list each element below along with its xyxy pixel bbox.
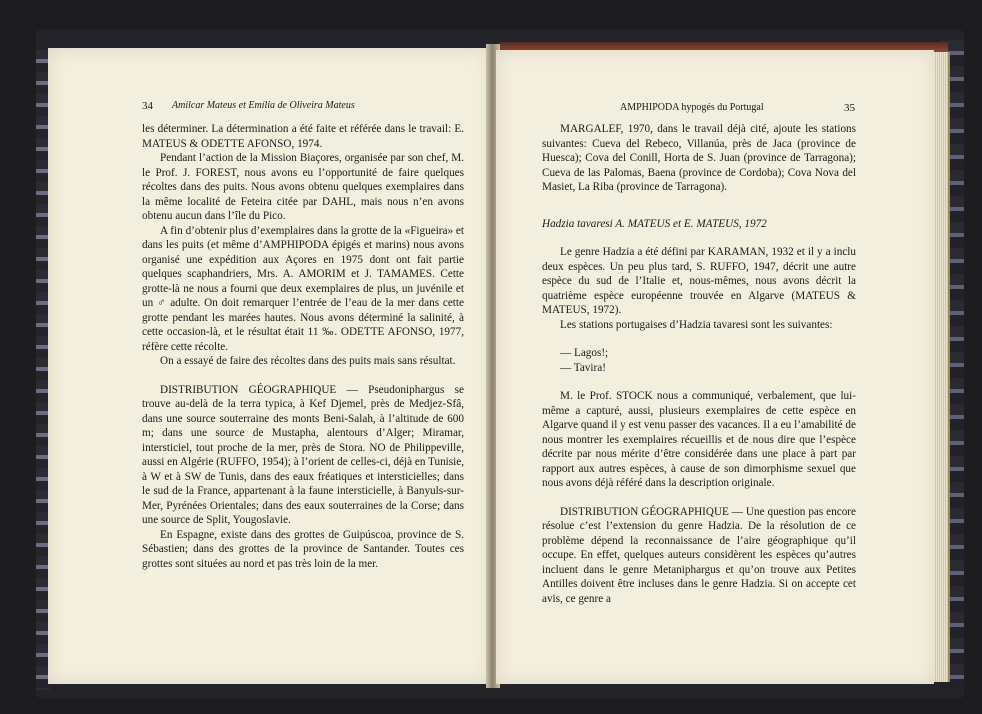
paragraph: A fin d’obtenir plus d’exemplaires dans la grotte de la «Figueira» et dans les puits (et même d’AMPHIPODA épigés et marins) nous avons organisé une expédition aux Açores en 1975 dont ont fait partie quelques scaphandriers, Mrs. A. AMORIM et J. TAMAMES. Cette grotte-là ne nous a fourni que deux exemplaires de plus, un juvénile et un ♂ adulte. On doit remarquer l’entrée de l’eau de la mer dans cette grotte pendant les marées hautes. Nous avons déterminé la salinité, à cette occasion-là, et le résultat était 11 ‰. ODETTE AFONSO, 1977, réfère cette récolte. xyxy=(142,224,464,353)
page-number: 34 xyxy=(142,100,153,112)
right-page xyxy=(496,50,934,684)
running-head: Amilcar Mateus et Emília de Oliveira Mateus xyxy=(172,100,355,111)
paragraph: En Espagne, existe dans des grottes de Guipúscoa, province de S. Sébastien; dans des grottes de la province de Santander. Toutes ces grottes sont situées au nord et pas très loin de la mer. xyxy=(142,528,464,570)
paragraph: M. le Prof. STOCK nous a communiqué, verbalement, que lui-même a capturé, aussi, plusieurs exemplaires de cette espèce en Algarve quand il y est venu passer des vacances. Il a eu l’amabilité de nous montrer les exemplaires récueillis et de nous dire que l’espèce décrite par nous mérite d’être considérée dans une place à part par rapport aux autres espèces, à cause de son dimorphisme sexuel que nous avons déjà référé dans la description originale. xyxy=(542,390,856,489)
list-item: — Lagos!; xyxy=(560,347,609,359)
paragraph: DISTRIBUTION GÉOGRAPHIQUE — Une question pas encore résolue c’est l’extension du genre Hadzia. De la résolution de ce problème dépend la reconnaissance de l’aire géographique qu’il occupe. En effet, quelques auteurs considèrent les espèces qu’autres incluent dans le genre Metaniphargus et qu’on trouve aux Petites Antilles doivent être incluses dans le genre Hadzia. Si on accepte cet avis, ce genre a xyxy=(542,505,856,605)
paragraph: MARGALEF, 1970, dans le travail déjà cité, ajoute les stations suivantes: Cueva del Rebeco, Villanúa, près de Jaca (province de Huesca); Cova del Conill, Horta de S. Juan (province de Tarragona); Cueva de las Palomas, Baena (province de Cordoba); Cova Nova del Masiet, La Riba (province de Tarragona). xyxy=(542,123,856,193)
paragraph: DISTRIBUTION GÉOGRAPHIQUE — Pseudoniphargus se trouve au-delà de la terra typica, à Kef Djemel, près de Medjez-Sfâ, dans une source souterraine des monts Beni-Salah, à l’altitude de 600 m; dans une source de Mustapha, alentours d’Alger; Miramar, intersticiel, tout proche de la mer, près de Stora. NO de Philippeville, aussi en Algérie (RUFFO, 1954); à l’orient de celles-ci, déjà en Tunisie, à W et à SW de Tunis, dans des eaux fréatiques et intersticielles; dans le sud de la France, appartenant à la faune intersticielle, à Banyuls-sur-Mer, Pyrénées Orientales; dans des eaux souterraines de la Corse; dans une source de Split, Yougoslavie. xyxy=(142,383,464,526)
section-heading: Hadzia tavaresi A. MATEUS et E. MATEUS, 1972 xyxy=(542,217,767,230)
paragraph: les déterminer. La détermination a été faite et référée dans le travail: E. MATEUS & ODETTE AFONSO, 1974. xyxy=(142,123,464,150)
right-page-text xyxy=(542,122,856,606)
page-number: 35 xyxy=(844,102,855,114)
list-item: — Tavira! xyxy=(560,361,606,374)
left-page xyxy=(48,48,490,684)
paragraph: Les stations portugaises d’Hadzia tavaresi sont les suivantes: xyxy=(560,318,833,331)
running-head: AMPHIPODA hypogés du Portugal xyxy=(620,102,764,113)
page-edges xyxy=(932,52,950,682)
left-page-text xyxy=(142,122,464,571)
paragraph: Pendant l’action de la Mission Biaçores, organisée par son chef, M. le Prof. J. FOREST, nous avons eu l’opportunité de faire quelques récoltes dans des puits. Nous avons obtenu quelques exemplaires dans la même localité de Feteira citée par DAHL, mais nous n’en avons obtenu aucun dans l’île du Pico. xyxy=(142,152,464,222)
paragraph: Le genre Hadzia a été défini par KARAMAN, 1932 et il y a inclu deux espèces. Un peu plus tard, S. RUFFO, 1947, décrit une autre espèce du sud de l’Italie et, nous-mêmes, nous avons décrit la quatrième espèce européenne trouvée en Algarve (MATEUS & MATEUS, 1972). xyxy=(542,246,856,316)
paragraph: On a essayé de faire des récoltes dans des puits mais sans résultat. xyxy=(160,355,456,367)
